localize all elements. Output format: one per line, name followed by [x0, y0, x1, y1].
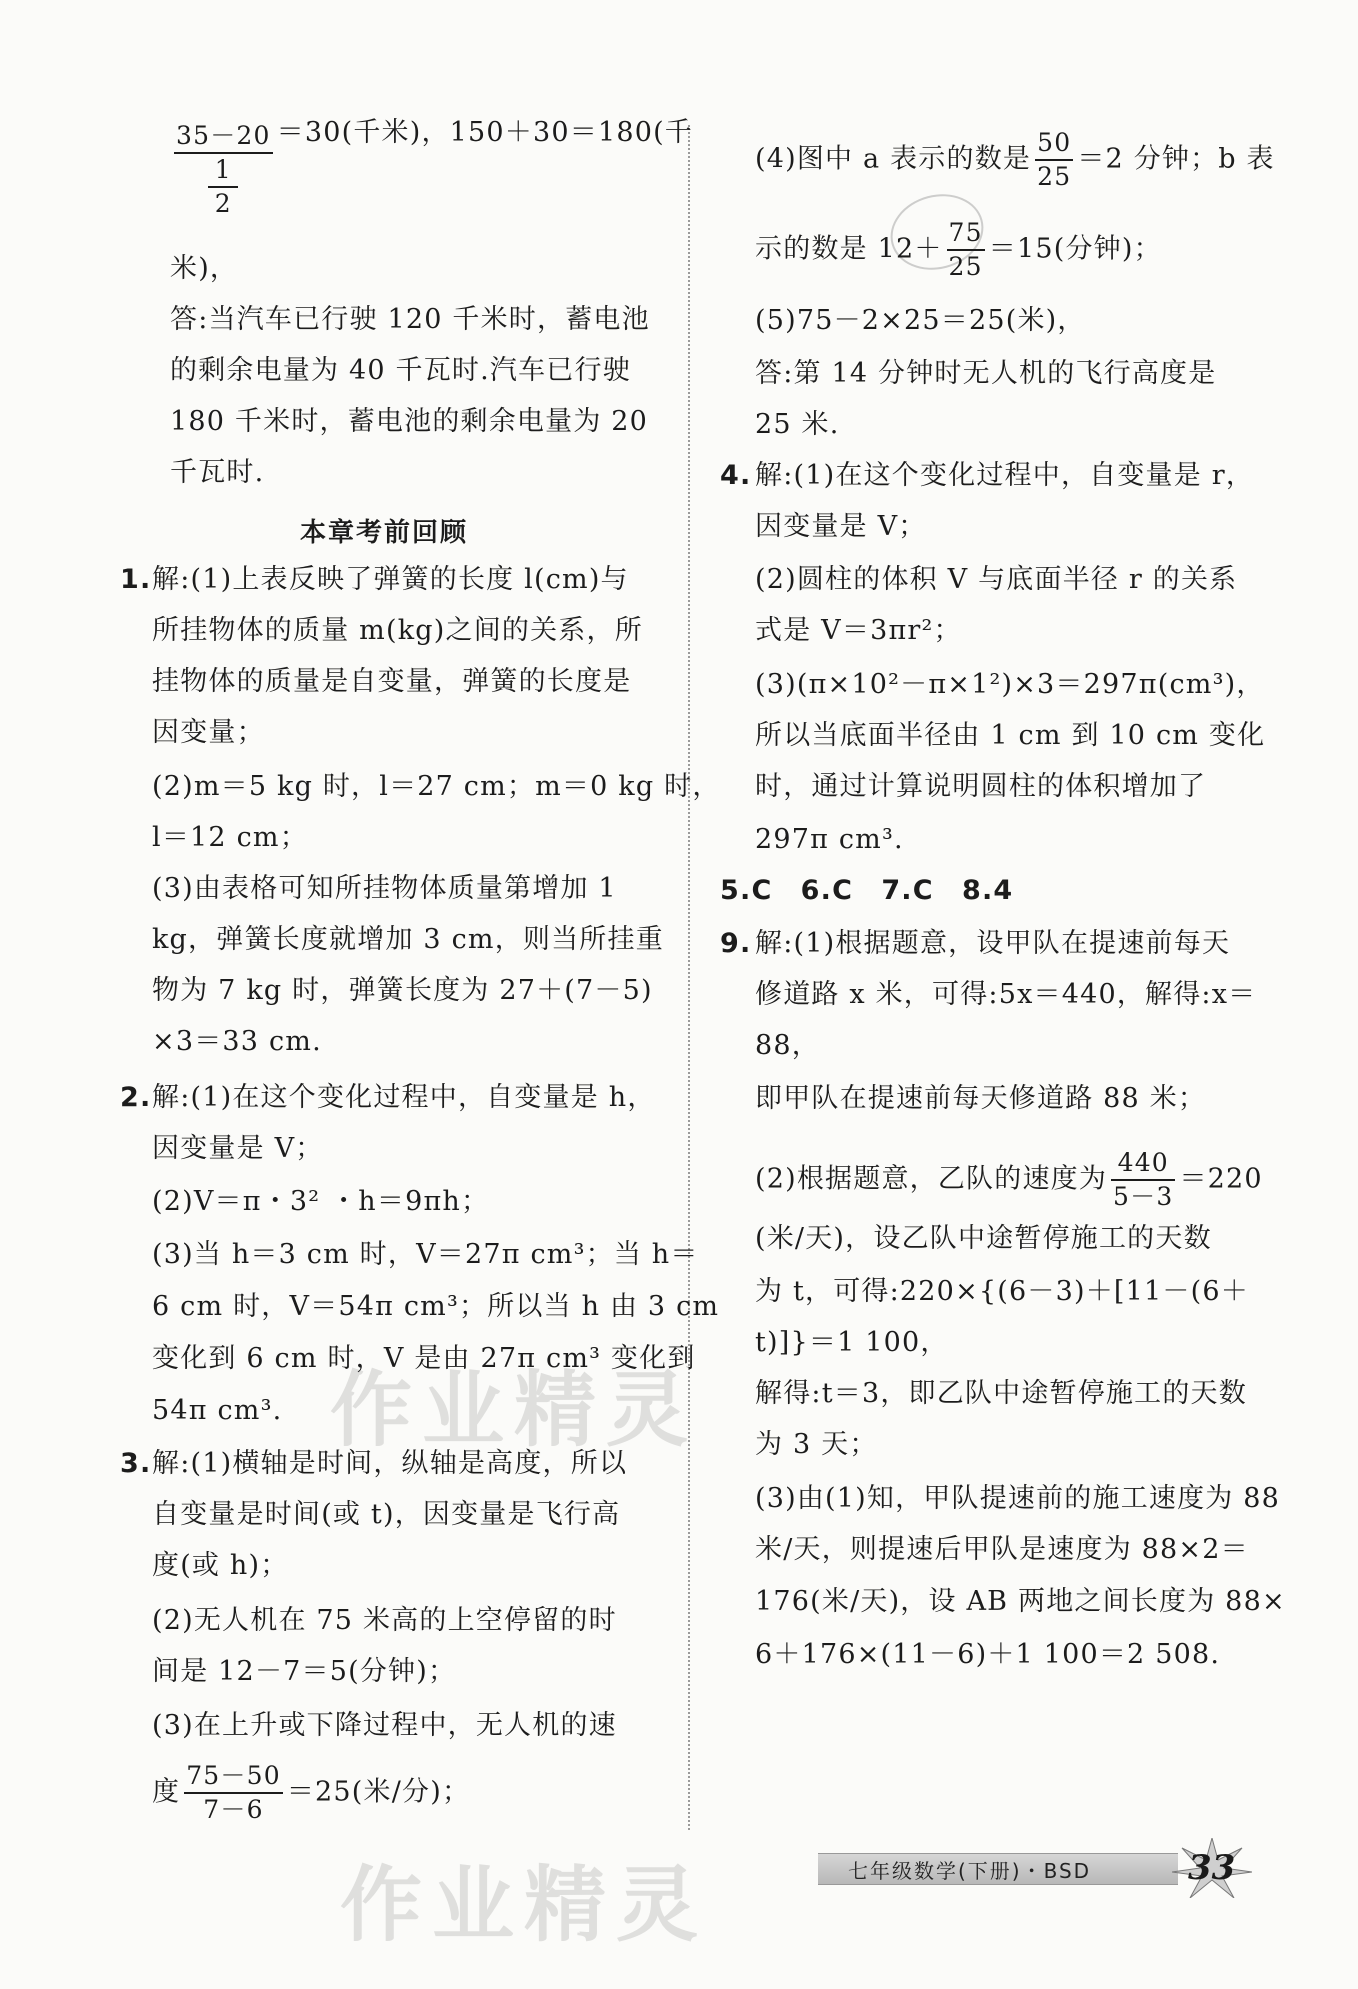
text-line: 176(米/天)，设 AB 两地之间长度为 88×: [755, 1586, 1286, 1617]
watermark-mid: 作业精灵: [330, 1363, 699, 1458]
text-line: 54π cm³.: [152, 1395, 283, 1426]
text-line: (3)由表格可知所挂物体质量第增加 1: [152, 873, 617, 904]
text-line: (2)V＝π・3² ・h＝9πh；: [152, 1186, 490, 1217]
question-number: 9.: [720, 928, 752, 959]
question-number: 3.: [120, 1448, 152, 1479]
text-line: (4)图中 a 表示的数是 $\frac{50}{25}$ ＝2 分钟；b 表: [755, 128, 1275, 191]
page-number: 33: [1188, 1848, 1236, 1888]
column-divider: [688, 125, 690, 1830]
text-line: 6＋176×(11－6)＋1 100＝2 508.: [755, 1639, 1221, 1670]
text-line: 25 米.: [755, 409, 840, 440]
text-line: 为 3 天；: [755, 1429, 878, 1460]
text-line: 即甲队在提速前每天修道路 88 米；: [755, 1083, 1207, 1114]
text-line: 88，: [755, 1030, 820, 1061]
text-line: 度 $\frac{75-50}{7-6}$ ＝25(米/分)；: [152, 1761, 471, 1824]
text-line: (3)由(1)知，甲队提速前的施工速度为 88: [755, 1483, 1281, 1514]
text-line: 的剩余电量为 40 千瓦时.汽车已行驶: [170, 355, 631, 386]
text-line: 297π cm³.: [755, 824, 904, 855]
text-line: 挂物体的质量是自变量，弹簧的长度是: [152, 666, 632, 697]
text-line: t)]}＝1 100，: [755, 1327, 949, 1358]
fraction: 35－20 1 2: [176, 121, 271, 218]
footer-book-title: 七年级数学(下册)・BSD: [848, 1858, 1092, 1883]
text-line: 时，通过计算说明圆柱的体积增加了: [755, 771, 1207, 802]
fraction: $\frac{50}{25}$: [1037, 128, 1072, 191]
text-line: 千瓦时.: [170, 457, 265, 488]
text-line: (米/天)，设乙队中途暂停施工的天数: [755, 1223, 1212, 1254]
question-number: 1.: [120, 564, 152, 595]
text-line: 答:当汽车已行驶 120 千米时，蓄电池: [170, 304, 650, 335]
text-line: 米/天，则提速后甲队是速度为 88×2＝: [755, 1534, 1249, 1565]
text-line: 答:第 14 分钟时无人机的飞行高度是: [755, 358, 1217, 389]
text-line: kg，弹簧长度就增加 3 cm，则当所挂重: [152, 924, 664, 955]
text-line: (3)当 h＝3 cm 时，V＝27π cm³；当 h＝: [152, 1239, 699, 1270]
text-line: (3)在上升或下降过程中，无人机的速: [152, 1710, 617, 1741]
text-line: 35－20 1 2 ＝30(千米)，150＋30＝180(千: [176, 117, 694, 218]
text-line: (2)圆柱的体积 V 与底面半径 r 的关系: [755, 564, 1238, 595]
text-line: 所以当底面半径由 1 cm 到 10 cm 变化: [755, 720, 1266, 751]
text-line: 米)，: [170, 253, 239, 284]
text-line: 6 cm 时，V＝54π cm³；所以当 h 由 3 cm: [152, 1291, 720, 1322]
text-line: (5)75－2×25＝25(米)，: [755, 305, 1086, 336]
question-number: 2.: [120, 1082, 152, 1113]
text-line: 因变量是 V；: [755, 511, 927, 542]
text-line: 间是 12－7＝5(分钟)；: [152, 1656, 457, 1687]
text-line: (2)无人机在 75 米高的上空停留的时: [152, 1605, 617, 1636]
fraction: $\frac{440}{5-3}$: [1113, 1148, 1174, 1211]
fraction: $\frac{75}{25}$: [948, 218, 983, 281]
text-line: 因变量是 V；: [152, 1133, 324, 1164]
text-line: 自变量是时间(或 t)，因变量是飞行高: [152, 1499, 621, 1530]
text-line: 解:(1)根据题意，设甲队在提速前每天: [755, 928, 1231, 959]
text-line: 解:(1)在这个变化过程中，自变量是 h，: [152, 1082, 656, 1113]
text-line: 解:(1)在这个变化过程中，自变量是 r，: [755, 460, 1255, 491]
answer-line: 5.C 6.C 7.C 8.4: [720, 875, 1014, 906]
text-line: 解:(1)上表反映了弹簧的长度 l(cm)与: [152, 564, 629, 595]
question-number: 4.: [720, 460, 752, 491]
text-line: (2)m＝5 kg 时，l＝27 cm；m＝0 kg 时，: [152, 771, 721, 802]
text-line: 因变量；: [152, 717, 265, 748]
text-line: 为 t，可得:220×{(6－3)＋[11－(6＋: [755, 1276, 1249, 1307]
text-line: 式是 V＝3πr²；: [755, 615, 962, 646]
text-line: ×3＝33 cm.: [152, 1026, 322, 1057]
text-line: (3)(π×10²－π×1²)×3＝297π(cm³)，: [755, 669, 1265, 700]
fraction: $\frac{75-50}{7-6}$: [186, 1761, 281, 1824]
text-line: 所挂物体的质量 m(kg)之间的关系，所: [152, 615, 643, 646]
text-line: l＝12 cm；: [152, 822, 308, 853]
text-line: 修道路 x 米，可得:5x＝440，解得:x＝: [755, 979, 1257, 1010]
text-line: 物为 7 kg 时，弹簧长度为 27＋(7－5): [152, 975, 653, 1006]
text-line: 180 千米时，蓄电池的剩余电量为 20: [170, 406, 649, 437]
footer-band: [818, 1853, 1178, 1885]
text-line: 变化到 6 cm 时，V 是由 27π cm³ 变化到: [152, 1343, 696, 1374]
text-line: 度(或 h)；: [152, 1550, 289, 1581]
section-heading: 本章考前回顾: [300, 518, 469, 548]
text-line: 示的数是 12＋ $\frac{75}{25}$ ＝15(分钟)；: [755, 218, 1162, 281]
watermark-bottom: 作业精灵: [340, 1858, 709, 1953]
text-line: 解得:t＝3，即乙队中途暂停施工的天数: [755, 1378, 1247, 1409]
text-line: 解:(1)横轴是时间，纵轴是高度，所以: [152, 1448, 628, 1479]
text-line: (2)根据题意，乙队的速度为 $\frac{440}{5-3}$ ＝220: [755, 1148, 1263, 1211]
